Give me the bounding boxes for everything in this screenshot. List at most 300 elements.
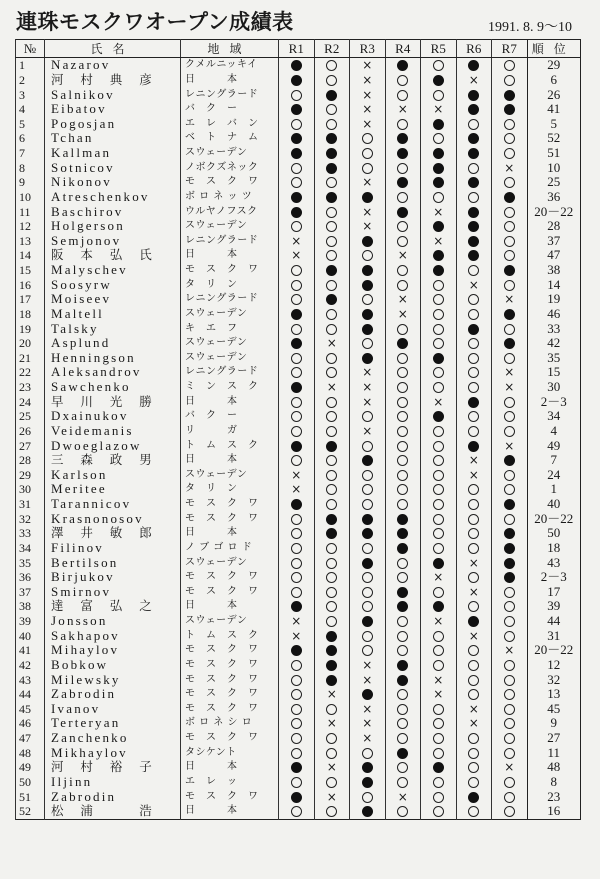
round-3-result (350, 277, 386, 292)
player-region: モ ス ク ワ (181, 702, 279, 717)
round-2-result (314, 731, 350, 746)
player-region: ベ ト ナ ム (181, 131, 279, 146)
round-2-result (314, 204, 350, 219)
round-7-result (492, 643, 528, 658)
loss-white-circle-icon (397, 558, 408, 569)
round-4-result (385, 804, 421, 819)
player-number: 42 (16, 658, 45, 673)
round-4-result (385, 585, 421, 600)
round-2-result (314, 453, 350, 468)
player-number: 26 (16, 424, 45, 439)
round-1-result (279, 716, 315, 731)
table-row (16, 599, 581, 614)
draw-cross-icon: × (397, 248, 408, 263)
player-name: Smirnov (45, 585, 181, 600)
round-6-result (456, 73, 492, 88)
loss-white-circle-icon (468, 382, 479, 393)
player-region: クメルニッキイ (181, 58, 279, 73)
win-black-circle-icon (504, 558, 515, 569)
win-black-circle-icon (504, 90, 515, 101)
round-7-result (492, 394, 528, 409)
player-number: 47 (16, 731, 45, 746)
player-rank: 2－3 (527, 394, 581, 409)
player-name: Henningson (45, 351, 181, 366)
round-2-result (314, 599, 350, 614)
round-2-result (314, 394, 350, 409)
player-region: スウェーデン (181, 555, 279, 570)
player-name: Mikhaylov (45, 745, 181, 760)
table-row (16, 614, 581, 629)
loss-white-circle-icon (433, 324, 444, 335)
round-6-result (456, 321, 492, 336)
draw-cross-icon: × (326, 789, 337, 804)
player-name: 達 富 弘 之 (45, 599, 181, 614)
win-black-circle-icon (362, 558, 373, 569)
loss-white-circle-icon (326, 748, 337, 759)
round-2-result (314, 365, 350, 380)
round-2-result (314, 702, 350, 717)
round-2-result (314, 672, 350, 687)
player-rank: 23 (527, 789, 581, 804)
win-black-circle-icon (397, 148, 408, 159)
win-black-circle-icon (326, 631, 337, 642)
table-row (16, 87, 581, 102)
round-5-result (421, 804, 457, 819)
player-number: 1 (16, 58, 45, 73)
draw-cross-icon: × (362, 380, 373, 395)
loss-white-circle-icon (326, 558, 337, 569)
win-black-circle-icon (433, 163, 444, 174)
win-black-circle-icon (433, 221, 444, 232)
round-5-result (421, 775, 457, 790)
round-3-result (350, 234, 386, 249)
player-name: Dxainukov (45, 409, 181, 424)
player-region: 日 本 (181, 453, 279, 468)
round-5-result (421, 394, 457, 409)
loss-white-circle-icon (433, 367, 444, 378)
draw-cross-icon: × (397, 789, 408, 804)
player-number: 37 (16, 585, 45, 600)
round-7-result (492, 351, 528, 366)
player-number: 32 (16, 511, 45, 526)
loss-white-circle-icon (504, 411, 515, 422)
loss-white-circle-icon (504, 236, 515, 247)
win-black-circle-icon (397, 748, 408, 759)
round-6-result (456, 570, 492, 585)
table-row (16, 643, 581, 658)
round-2-result (314, 292, 350, 307)
draw-cross-icon: × (433, 102, 444, 117)
loss-white-circle-icon (468, 645, 479, 656)
player-name: Baschirov (45, 204, 181, 219)
round-3-result (350, 702, 386, 717)
win-black-circle-icon (362, 309, 373, 320)
round-5-result (421, 468, 457, 483)
win-black-circle-icon (433, 119, 444, 130)
round-4-result (385, 497, 421, 512)
loss-white-circle-icon (433, 792, 444, 803)
loss-white-circle-icon (468, 572, 479, 583)
player-region: モ ス ク ワ (181, 263, 279, 278)
loss-white-circle-icon (468, 192, 479, 203)
loss-white-circle-icon (433, 294, 444, 305)
player-rank: 43 (527, 555, 581, 570)
round-3-result (350, 687, 386, 702)
table-row (16, 672, 581, 687)
player-name: Terteryan (45, 716, 181, 731)
round-6-result (456, 702, 492, 717)
draw-cross-icon: × (468, 467, 479, 482)
player-name: Zanchenko (45, 731, 181, 746)
table-row (16, 775, 581, 790)
loss-white-circle-icon (397, 777, 408, 788)
round-5-result (421, 453, 457, 468)
loss-white-circle-icon (397, 484, 408, 495)
round-7-result (492, 219, 528, 234)
table-row (16, 804, 581, 819)
round-2-result (314, 526, 350, 541)
loss-white-circle-icon (504, 426, 515, 437)
loss-white-circle-icon (468, 294, 479, 305)
loss-white-circle-icon (362, 133, 373, 144)
win-black-circle-icon (326, 675, 337, 686)
player-number: 18 (16, 307, 45, 322)
round-2-result (314, 73, 350, 88)
round-4-result (385, 219, 421, 234)
player-number: 45 (16, 702, 45, 717)
player-region: モ ス ク ワ (181, 497, 279, 512)
round-3-result (350, 628, 386, 643)
player-region: レニングラード (181, 87, 279, 102)
loss-white-circle-icon (326, 777, 337, 788)
win-black-circle-icon (504, 543, 515, 554)
round-7-result (492, 409, 528, 424)
loss-white-circle-icon (362, 601, 373, 612)
player-number: 33 (16, 526, 45, 541)
round-4-result (385, 175, 421, 190)
round-3-result (350, 73, 386, 88)
round-2-result (314, 58, 350, 73)
loss-white-circle-icon (362, 499, 373, 510)
loss-white-circle-icon (397, 645, 408, 656)
player-region: 日 本 (181, 599, 279, 614)
draw-cross-icon: × (291, 467, 302, 482)
loss-white-circle-icon (433, 514, 444, 525)
round-3-result (350, 599, 386, 614)
round-7-result (492, 658, 528, 673)
round-5-result (421, 497, 457, 512)
draw-cross-icon: × (504, 643, 515, 658)
round-6-result (456, 424, 492, 439)
loss-white-circle-icon (362, 148, 373, 159)
player-name: Krasnonosov (45, 511, 181, 526)
player-rank: 36 (527, 190, 581, 205)
round-3-result (350, 351, 386, 366)
loss-white-circle-icon (362, 748, 373, 759)
player-name: Tchan (45, 131, 181, 146)
win-black-circle-icon (468, 236, 479, 247)
win-black-circle-icon (397, 601, 408, 612)
player-region: モ ス ク ワ (181, 511, 279, 526)
table-row (16, 131, 581, 146)
player-name: Meritee (45, 482, 181, 497)
win-black-circle-icon (291, 309, 302, 320)
win-black-circle-icon (433, 558, 444, 569)
round-4-result (385, 263, 421, 278)
round-6-result (456, 117, 492, 132)
round-2-result (314, 438, 350, 453)
round-7-result (492, 248, 528, 263)
round-4-result (385, 468, 421, 483)
win-black-circle-icon (326, 148, 337, 159)
round-3-result (350, 804, 386, 819)
round-5-result (421, 307, 457, 322)
player-rank: 5 (527, 117, 581, 132)
loss-white-circle-icon (397, 762, 408, 773)
round-1-result (279, 628, 315, 643)
round-3-result (350, 468, 386, 483)
win-black-circle-icon (397, 543, 408, 554)
round-3-result (350, 789, 386, 804)
player-region: ノ ブ ゴ ロ ド (181, 541, 279, 556)
loss-white-circle-icon (326, 324, 337, 335)
loss-white-circle-icon (362, 294, 373, 305)
player-name: Nazarov (45, 58, 181, 73)
page-title: 連珠モスクワオープン成績表 (16, 10, 294, 34)
loss-white-circle-icon (291, 718, 302, 729)
header-r3: R3 (350, 40, 386, 58)
round-7-result (492, 526, 528, 541)
player-name: Iljinn (45, 775, 181, 790)
player-number: 14 (16, 248, 45, 263)
loss-white-circle-icon (397, 806, 408, 817)
round-5-result (421, 702, 457, 717)
round-1-result (279, 570, 315, 585)
round-2-result (314, 424, 350, 439)
round-2-result (314, 585, 350, 600)
player-rank: 4 (527, 424, 581, 439)
win-black-circle-icon (362, 455, 373, 466)
loss-white-circle-icon (291, 572, 302, 583)
draw-cross-icon: × (362, 701, 373, 716)
player-name: Bobkow (45, 658, 181, 673)
player-name: Malyschev (45, 263, 181, 278)
round-3-result (350, 87, 386, 102)
win-black-circle-icon (291, 792, 302, 803)
player-region: スウェーデン (181, 614, 279, 629)
round-5-result (421, 526, 457, 541)
table-row (16, 789, 581, 804)
loss-white-circle-icon (433, 470, 444, 481)
draw-cross-icon: × (433, 687, 444, 702)
win-black-circle-icon (504, 338, 515, 349)
player-rank: 1 (527, 482, 581, 497)
player-region: バ ク ー (181, 102, 279, 117)
player-number: 49 (16, 760, 45, 775)
round-7-result (492, 760, 528, 775)
loss-white-circle-icon (362, 572, 373, 583)
player-region: モ ス ク ワ (181, 175, 279, 190)
player-rank: 50 (527, 526, 581, 541)
loss-white-circle-icon (291, 777, 302, 788)
round-6-result (456, 365, 492, 380)
table-row (16, 380, 581, 395)
win-black-circle-icon (433, 411, 444, 422)
player-number: 44 (16, 687, 45, 702)
win-black-circle-icon (504, 455, 515, 466)
player-name: 河 村 裕 子 (45, 760, 181, 775)
round-1-result (279, 87, 315, 102)
round-4-result (385, 292, 421, 307)
loss-white-circle-icon (433, 704, 444, 715)
table-row (16, 351, 581, 366)
win-black-circle-icon (468, 250, 479, 261)
table-row (16, 716, 581, 731)
round-3-result (350, 716, 386, 731)
loss-white-circle-icon (397, 265, 408, 276)
win-black-circle-icon (291, 601, 302, 612)
round-6-result (456, 497, 492, 512)
round-2-result (314, 160, 350, 175)
player-number: 22 (16, 365, 45, 380)
round-5-result (421, 146, 457, 161)
table-row (16, 365, 581, 380)
win-black-circle-icon (362, 280, 373, 291)
round-7-result (492, 175, 528, 190)
table-row (16, 702, 581, 717)
player-rank: 27 (527, 731, 581, 746)
player-number: 41 (16, 643, 45, 658)
player-region: スウェーデン (181, 336, 279, 351)
loss-white-circle-icon (504, 675, 515, 686)
loss-white-circle-icon (504, 353, 515, 364)
loss-white-circle-icon (504, 748, 515, 759)
win-black-circle-icon (397, 133, 408, 144)
loss-white-circle-icon (362, 163, 373, 174)
round-6-result (456, 643, 492, 658)
round-6-result (456, 789, 492, 804)
round-5-result (421, 658, 457, 673)
loss-white-circle-icon (362, 543, 373, 554)
player-name: Atreschenkov (45, 190, 181, 205)
draw-cross-icon: × (397, 306, 408, 321)
round-1-result (279, 526, 315, 541)
loss-white-circle-icon (397, 353, 408, 364)
loss-white-circle-icon (326, 572, 337, 583)
win-black-circle-icon (326, 133, 337, 144)
player-rank: 26 (527, 87, 581, 102)
round-6-result (456, 351, 492, 366)
player-name: Aleksandrov (45, 365, 181, 380)
round-2-result (314, 541, 350, 556)
round-7-result (492, 73, 528, 88)
round-6-result (456, 775, 492, 790)
round-5-result (421, 175, 457, 190)
win-black-circle-icon (362, 265, 373, 276)
round-7-result (492, 204, 528, 219)
round-6-result (456, 307, 492, 322)
win-black-circle-icon (397, 587, 408, 598)
round-1-result (279, 234, 315, 249)
round-2-result (314, 687, 350, 702)
win-black-circle-icon (291, 382, 302, 393)
draw-cross-icon: × (362, 423, 373, 438)
loss-white-circle-icon (326, 397, 337, 408)
loss-white-circle-icon (397, 192, 408, 203)
player-rank: 7 (527, 453, 581, 468)
round-5-result (421, 482, 457, 497)
round-1-result (279, 263, 315, 278)
round-2-result (314, 658, 350, 673)
table-row (16, 248, 581, 263)
round-6-result (456, 614, 492, 629)
round-4-result (385, 731, 421, 746)
player-region: ウルヤノフスク (181, 204, 279, 219)
loss-white-circle-icon (326, 207, 337, 218)
round-5-result (421, 672, 457, 687)
round-6-result (456, 658, 492, 673)
round-5-result (421, 73, 457, 88)
round-4-result (385, 511, 421, 526)
loss-white-circle-icon (433, 806, 444, 817)
loss-white-circle-icon (433, 280, 444, 291)
round-4-result (385, 658, 421, 673)
player-rank: 12 (527, 658, 581, 673)
player-name: Birjukov (45, 570, 181, 585)
loss-white-circle-icon (326, 704, 337, 715)
table-row (16, 745, 581, 760)
round-6-result (456, 102, 492, 117)
round-6-result (456, 190, 492, 205)
win-black-circle-icon (468, 441, 479, 452)
round-3-result (350, 614, 386, 629)
round-5-result (421, 321, 457, 336)
win-black-circle-icon (397, 675, 408, 686)
loss-white-circle-icon (326, 426, 337, 437)
player-rank: 51 (527, 146, 581, 161)
player-rank: 41 (527, 102, 581, 117)
loss-white-circle-icon (362, 470, 373, 481)
header-r2: R2 (314, 40, 350, 58)
loss-white-circle-icon (397, 718, 408, 729)
table-row (16, 658, 581, 673)
win-black-circle-icon (326, 441, 337, 452)
loss-white-circle-icon (397, 397, 408, 408)
player-name: Eibatov (45, 102, 181, 117)
loss-white-circle-icon (504, 704, 515, 715)
loss-white-circle-icon (504, 280, 515, 291)
loss-white-circle-icon (433, 309, 444, 320)
header-r7: R7 (492, 40, 528, 58)
loss-white-circle-icon (291, 177, 302, 188)
loss-white-circle-icon (433, 528, 444, 539)
draw-cross-icon: × (468, 453, 479, 468)
player-name: Jonsson (45, 614, 181, 629)
loss-white-circle-icon (326, 733, 337, 744)
draw-cross-icon: × (433, 394, 444, 409)
player-rank: 39 (527, 599, 581, 614)
table-row (16, 453, 581, 468)
loss-white-circle-icon (468, 806, 479, 817)
win-black-circle-icon (397, 514, 408, 525)
round-1-result (279, 775, 315, 790)
win-black-circle-icon (362, 514, 373, 525)
loss-white-circle-icon (326, 309, 337, 320)
loss-white-circle-icon (291, 748, 302, 759)
round-3-result (350, 380, 386, 395)
round-4-result (385, 160, 421, 175)
round-5-result (421, 102, 457, 117)
